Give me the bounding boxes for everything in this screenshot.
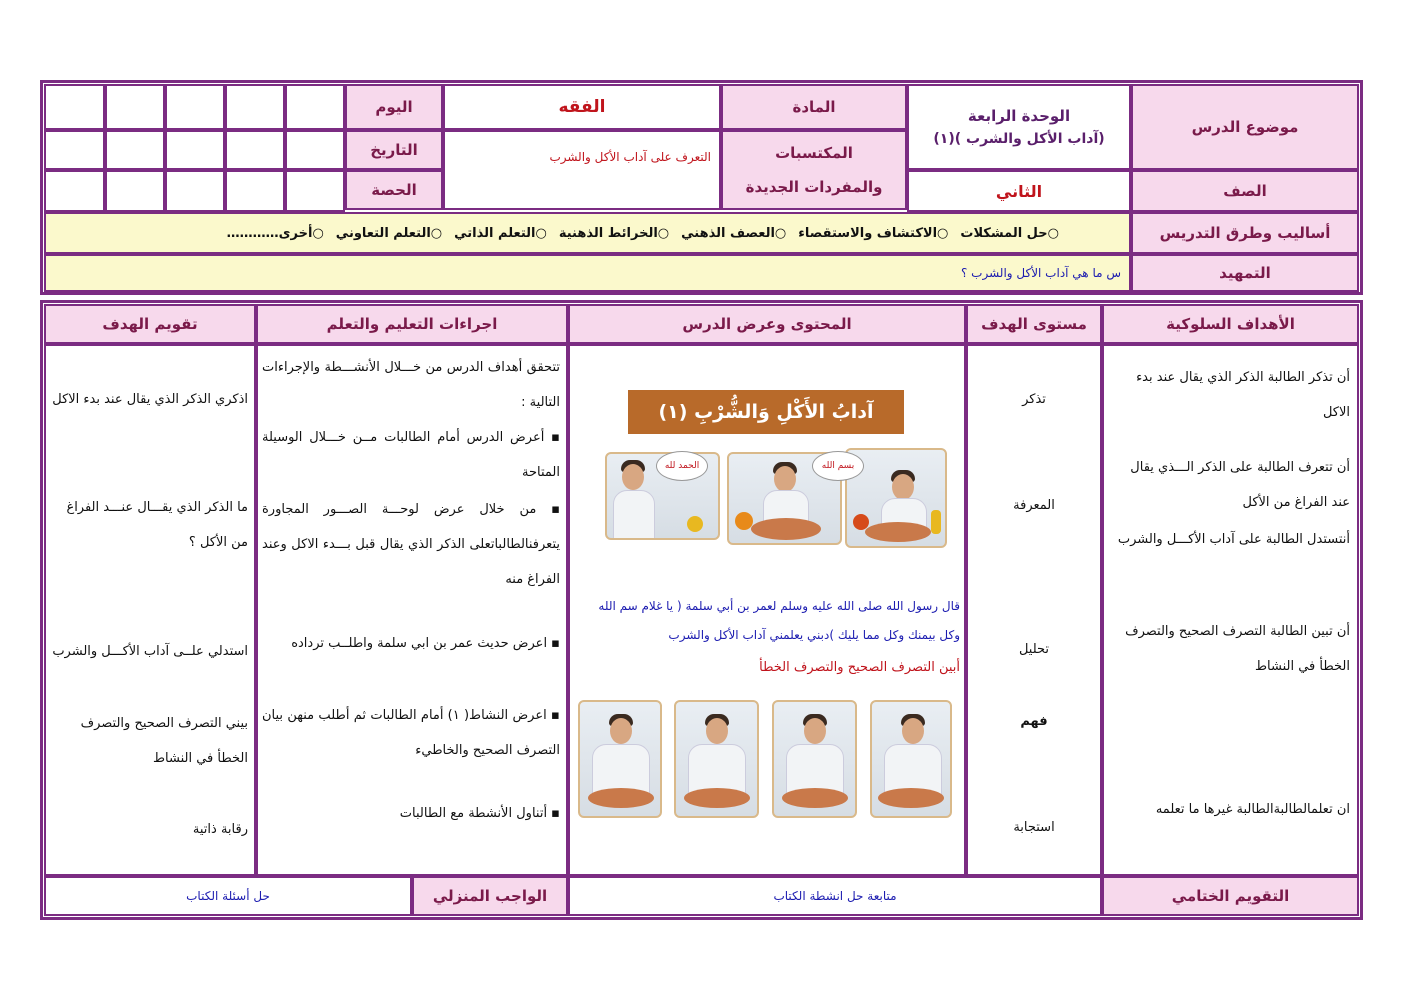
- objective-item: أن تبين الطالبة التصرف الصحيح والتصرف الخطأ في النشاط: [1125, 624, 1350, 674]
- date-box[interactable]: [165, 84, 225, 130]
- level-cell: [966, 344, 1102, 876]
- evaluation-item: رقابة ذاتية: [192, 822, 248, 837]
- col-level: مستوى الهدف: [966, 304, 1102, 344]
- procedure-item: ▪ اعرض حديث عمر بن ابي سلمة واطلــب ترداده: [291, 636, 560, 651]
- method-item[interactable]: ○الاكتشاف والاستقصاء: [798, 225, 949, 241]
- methods-list: [44, 212, 1131, 254]
- intro-question: س ما هي آداب الأكل والشرب ؟: [960, 266, 1121, 280]
- intro-label: التمهيد: [1131, 254, 1359, 292]
- unit-title: [907, 84, 1131, 170]
- date-box[interactable]: [44, 170, 105, 212]
- level-item: تذكر: [1022, 392, 1046, 407]
- evaluation-cell: [44, 344, 256, 876]
- speech-bubble-end: الحمد لله: [656, 451, 708, 481]
- method-item[interactable]: ○التعلم الذاتي: [454, 225, 547, 241]
- level-item: استجابة: [1013, 820, 1055, 835]
- acquired-value-text: التعرف على آداب الأكل والشرب: [549, 150, 711, 164]
- date-box[interactable]: [44, 130, 105, 170]
- date-box[interactable]: [165, 130, 225, 170]
- evaluation-item: بيني التصرف الصحيح والتصرف الخطأ في النشاط: [80, 716, 248, 766]
- hadith-text: قال رسول الله صلى الله عليه وسلم لعمر بن أبي سلمة ( يا غلام سم الله وكل بيمنك وكل مما يليك )دبني يعلمني آداب الأكل والشرب: [598, 599, 960, 642]
- col-objectives: الأهداف السلوكية: [1102, 304, 1359, 344]
- date-box[interactable]: [285, 130, 345, 170]
- activity-photo-4: [578, 700, 662, 818]
- acquired-value: [443, 130, 721, 210]
- methods-label: أساليب وطرق التدريس: [1131, 212, 1359, 254]
- evaluation-item: اذكري الذكر الذي يقال عند بدء الاكل: [52, 392, 248, 407]
- homework-label: الواجب المنزلي: [412, 876, 568, 916]
- procedure-item: ▪ اعرض النشاط( ١) أمام الطالبات ثم أطلب منهن بيان التصرف الصحيح والخاطيء: [262, 708, 560, 758]
- activity-photo-3: [674, 700, 759, 818]
- acquired-label-line-2: والمفردات الجديدة: [745, 178, 883, 196]
- method-item[interactable]: ○التعلم التعاوني: [335, 225, 443, 241]
- grade-value: الثاني: [907, 170, 1131, 212]
- date-box[interactable]: [105, 170, 165, 212]
- acquired-label-line-1: المكتسبات: [775, 144, 853, 162]
- objective-item: ان تعلمالطالبةالطالبة غيرها ما تعلمه: [1155, 802, 1350, 817]
- intro-value: [44, 254, 1131, 292]
- activity-photo-2: [772, 700, 857, 818]
- procedure-item: ▪ من خلال عرض لوحـــة الصـــور المجاورة يتعرفنالطالباتعلى الذكر الذي يقال قبل بـــدء الاكل وعند الفراغ منه: [262, 502, 560, 587]
- method-item[interactable]: ○العصف الذهني: [681, 225, 787, 241]
- date-box[interactable]: [105, 130, 165, 170]
- level-item: تحليل: [1018, 642, 1050, 657]
- date-label: التاريخ: [345, 130, 443, 170]
- homework-value: [44, 876, 412, 916]
- date-box[interactable]: [285, 84, 345, 130]
- date-box[interactable]: [225, 170, 285, 212]
- subject-label: المادة: [721, 84, 907, 130]
- procedure-item: تتحقق أهداف الدرس من خـــلال الأنشـــطة والإجراءات التالية :: [262, 360, 560, 410]
- date-box[interactable]: [225, 84, 285, 130]
- topic-label: موضوع الدرس: [1131, 84, 1359, 170]
- date-box[interactable]: [225, 130, 285, 170]
- final-eval-text: متابعة حل انشطة الكتاب: [773, 889, 897, 903]
- period-label: الحصة: [345, 170, 443, 210]
- final-eval-label: التقويم الختامي: [1102, 876, 1359, 916]
- subject-value: الفقه: [443, 84, 721, 130]
- level-item: فهم: [1020, 714, 1048, 729]
- col-content: المحتوى وعرض الدرس: [568, 304, 966, 344]
- method-item[interactable]: ○الخرائط الذهنية: [558, 225, 670, 241]
- col-evaluation: تقويم الهدف: [44, 304, 256, 344]
- date-box[interactable]: [44, 84, 105, 130]
- procedure-item: ▪ أعرض الدرس أمام الطالبات مــن خـــلال الوسيلة المتاحة: [262, 430, 560, 480]
- grade-label: الصف: [1131, 170, 1359, 212]
- unit-line-1: الوحدة الرابعة: [967, 107, 1071, 125]
- speech-bubble-start: بسم الله: [812, 451, 864, 481]
- activity-photo-1: [870, 700, 952, 818]
- objective-item: أنتستدل الطالبة على آداب الأكـــل والشرب: [1117, 532, 1350, 547]
- evaluation-item: ما الذكر الذي يقـــال عنـــد الفراغ من الأكل ؟: [66, 500, 248, 550]
- col-procedures: اجراءات التعليم والتعلم: [256, 304, 568, 344]
- acquired-label: [721, 130, 907, 210]
- day-label: اليوم: [345, 84, 443, 130]
- lesson-banner: آدابُ الأَكْلِ وَالشُّرْبِ (١): [628, 390, 904, 434]
- date-box[interactable]: [105, 84, 165, 130]
- final-eval-value: [568, 876, 1102, 916]
- method-item[interactable]: ○حل المشكلات: [960, 225, 1059, 241]
- method-item[interactable]: ○أخرى…………: [226, 225, 324, 241]
- date-box[interactable]: [285, 170, 345, 212]
- objective-item: أن تتعرف الطالبة على الذكر الـــذي يقال عند الفراغ من الأكل: [1130, 460, 1350, 510]
- activity-question: أبين التصرف الصحيح والتصرف الخطأ: [759, 660, 960, 675]
- date-box[interactable]: [165, 170, 225, 212]
- unit-line-2: (آداب الأكل والشرب )(١): [933, 131, 1105, 147]
- procedure-item: ▪ أتناول الأنشطة مع الطالبات: [399, 806, 560, 821]
- homework-text: حل أسئلة الكتاب: [186, 889, 270, 903]
- objective-item: أن تذكر الطالبة الذكر الذي يقال عند بدء الاكل: [1136, 370, 1350, 420]
- level-item: المعرفة: [1013, 498, 1055, 513]
- evaluation-item: استدلي علــى آداب الأكـــل والشرب: [52, 644, 248, 659]
